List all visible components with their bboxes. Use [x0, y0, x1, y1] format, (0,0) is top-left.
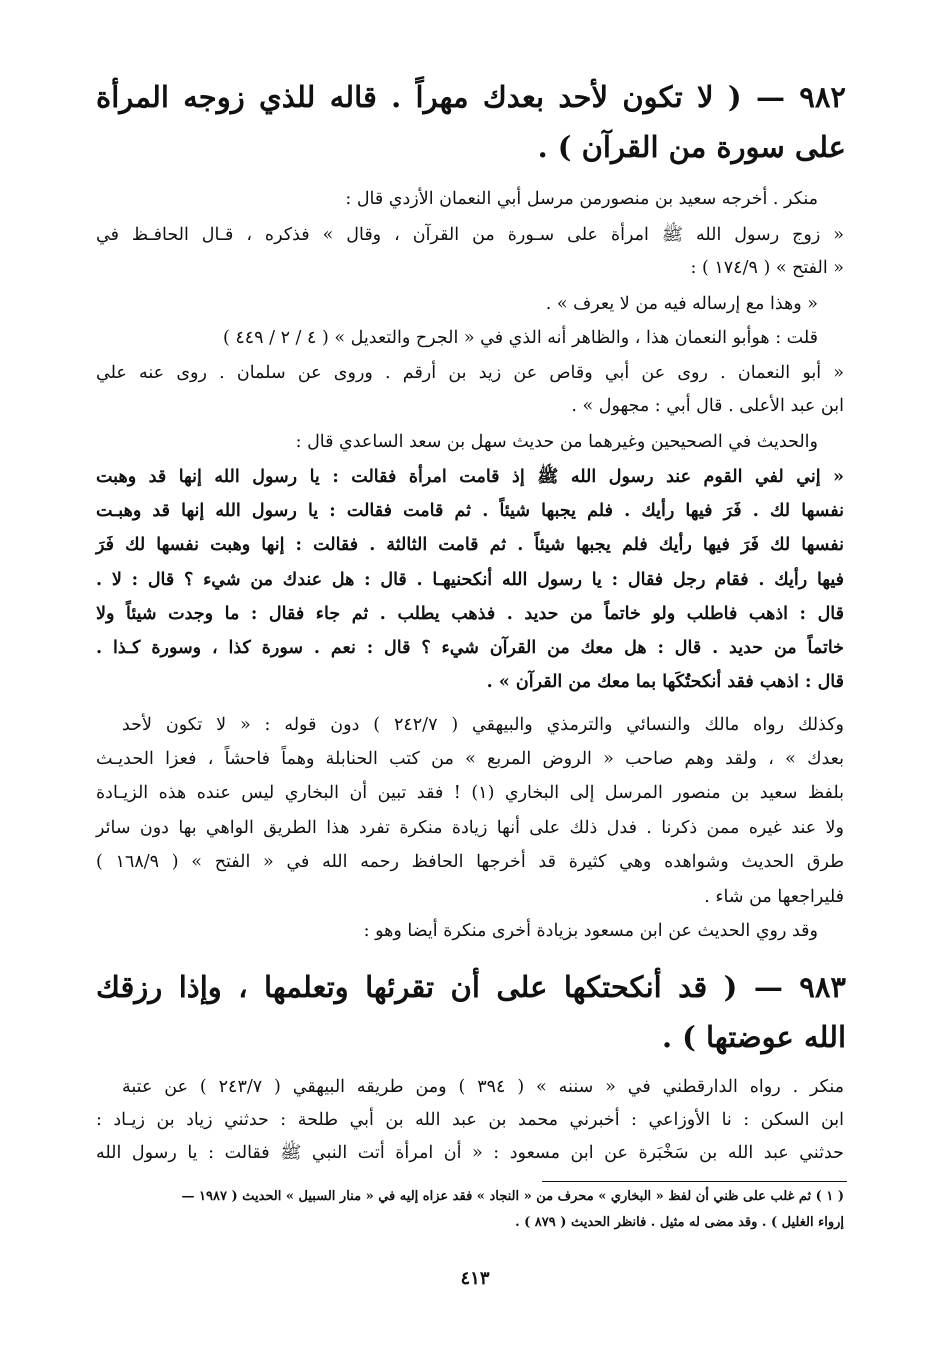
- paragraph-line: ابن عبد الأعلى . قال أبي : مجهول » .: [571, 396, 844, 416]
- quoted-hadith-line: خاتماً من حديد . قال : هل معك من القرآن شيء ؟ قال : نعم . سورة كذا ، وسورة كـذا .: [96, 638, 844, 658]
- paragraph-line: « زوج رسول الله ﷺ امرأة على سـورة من القرآن ، وقال » فذكره ، قـال الحافـظ في: [96, 225, 844, 245]
- paragraph-line: بلفظ سعيد بن منصور المرسل إلى البخاري (١) ! فقد تبين أن البخاري ليس عنده هذه الزيـادة: [96, 783, 844, 803]
- quoted-hadith-line: فيها رأيك . فقام رجل فقال : يا رسول الله أنكحنيهـا . قال : هل عندك من شيء ؟ قال : لا .: [96, 570, 844, 590]
- quoted-hadith-line: نفسها لك . فَرَ فيها رأيك . فلم يجبها شيئاً . ثم قامت فقالت : يا رسول الله إنها قد وهبـت: [96, 501, 844, 521]
- paragraph-line: وقد روي الحديث عن ابن مسعود بزيادة أخرى منكرة أيضا وهو :: [363, 921, 818, 941]
- hadith-982-heading-line1: ٩٨٢ — ( لا تكون لأحد بعدك مهراً . قاله للذي زوجه المرأة: [96, 80, 846, 114]
- paragraph-line: منكر . أخرجه سعيد بن منصورمن مرسل أبي النعمان الأزدي قال :: [345, 189, 818, 209]
- paragraph-line: « أبو النعمان . روى عن أبي وقاص عن زيد بن أرقم . وروى عن سلمان . روى عنه علي: [96, 363, 844, 383]
- paragraph-line: قلت : هوأبو النعمان هذا ، والظاهر أنه الذي في « الجرح والتعديل » ( ٤ / ٢ / ٤٤٩ ): [222, 328, 818, 348]
- paragraph-line: وكذلك رواه مالك والنسائي والترمذي والبيهقي ( ٢٤٢/٧ ) دون قوله : « لا تكون لأحد: [122, 715, 844, 735]
- paragraph-line: والحديث في الصحيحين وغيرهما من حديث سهل بن سعد الساعدي قال :: [295, 432, 818, 452]
- hadith-983-heading-line1: ٩٨٣ — ( قد أنكحتكها على أن تقرئها وتعلمها ، وإذا رزقك: [96, 970, 846, 1004]
- footnote-line: ( ١ ) ثم غلب على ظني أن لفظ « البخاري » محرف من « النجاد » فقد عزاه إليه في « منار السبيل » الحديث ( ١٩٨٧ —: [181, 1189, 844, 1204]
- hadith-982-heading-line2: على سورة من القرآن ) .: [537, 130, 846, 164]
- quoted-hadith-line: قال : اذهب فقد أنكحتُكَها بما معك من القرآن » .: [486, 672, 844, 692]
- paragraph-line: منكر . رواه الدارقطني في « سننه » ( ٣٩٤ ) ومن طريقه البيهقي ( ٢٤٣/٧ ) عن عتبة: [122, 1077, 844, 1097]
- paragraph-line: « وهذا مع إرساله فيه من لا يعرف » .: [545, 294, 818, 314]
- paragraph-line: ابن السكن : نا الأوزاعي : أخبرني محمد بن عبد الله بن أبي طلحة : حدثني زياد بن زيـاد :: [96, 1110, 844, 1130]
- quoted-hadith-line: قال : اذهب فاطلب ولو خاتماً من حديد . فذهب يطلب . ثم جاء فقال : ما وجدت شيئاً ولا: [96, 604, 844, 624]
- quoted-hadith-line: نفسها لك فَرَ فيها رأيك فلم يجبها شيئاً . ثم قامت الثالثة . فقالت : إنها وهبت نفسها لك فَرَ: [96, 535, 844, 555]
- quoted-hadith-line: « إني لفي القوم عند رسول الله ﷺ إذ قامت امرأة فقالت : يا رسول الله إنها قد وهبت: [96, 467, 844, 487]
- paragraph-line: ولا عند غيره ممن ذكرنا . فدل ذلك على أنها زيادة منكرة تفرد هذا الطريق الواهي بها دون سائر: [96, 818, 844, 838]
- footnote-divider: [542, 1181, 847, 1182]
- paragraph-line: حدثني عبد الله بن سَخْبَرة عن ابن مسعود : « أن امرأة أتت النبي ﷺ فقالت : يا رسول الله: [96, 1143, 844, 1163]
- page-number: ٤١٣: [460, 1268, 490, 1289]
- paragraph-line: بعدك » ، ولقد وهم صاحب « الروض المربع » من كتب الحنابلة وهماً فاحشاً ، فعزا الحديـث: [96, 749, 844, 769]
- paragraph-line: طرق الحديث وشواهده وهي كثيرة قد أخرجها الحافظ رحمه الله في « الفتح » ( ١٦٨/٩ ): [96, 852, 845, 872]
- paragraph-line: فليراجعها من شاء .: [704, 887, 844, 907]
- hadith-983-heading-line2: الله عوضتها ) .: [661, 1020, 846, 1054]
- paragraph-line: « الفتح » ( ١٧٤/٩ ) :: [690, 258, 844, 278]
- footnote-line: إرواء الغليل ) . وقد مضى له مثيل . فانظر الحديث ( ٨٧٩ ) .: [515, 1215, 844, 1230]
